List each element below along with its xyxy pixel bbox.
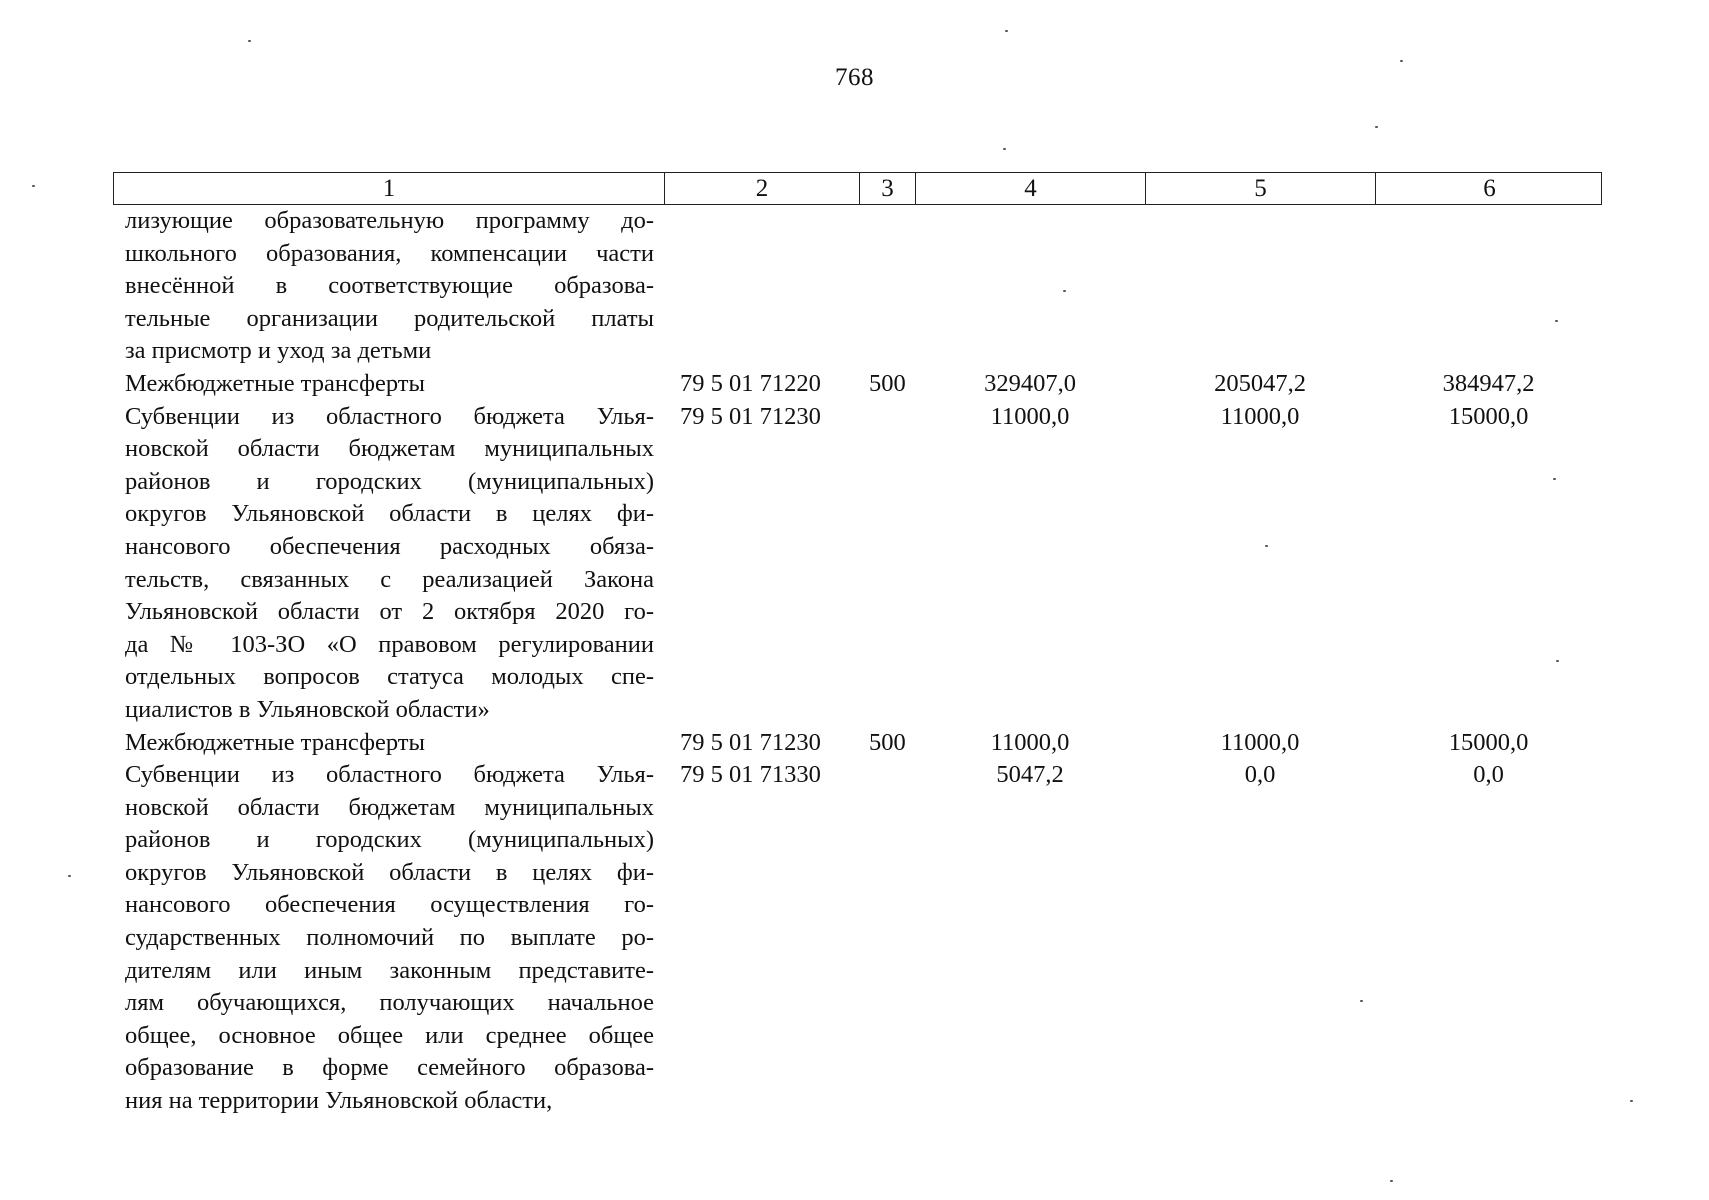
row-value-col4: [915, 205, 1145, 368]
row-name-line: тельные организации родительской платы: [125, 304, 654, 332]
row-code-cell: [664, 205, 859, 368]
table-body: [113, 205, 1602, 1118]
row-value-col6: 0,0: [1473, 761, 1504, 789]
row-name-line: новской области бюджетам муниципальных: [125, 793, 654, 821]
row-name-cell: [113, 401, 664, 727]
column-number-header: [113, 172, 1602, 205]
row-name-line: тельств, связанных с реализацией Закона: [125, 565, 654, 593]
row-value-col5: 11000,0: [1220, 402, 1300, 430]
row-name-line: да № 103-ЗО «О правовом регулировании: [125, 630, 654, 658]
row-name-line: лям обучающихся, получающих начальное: [125, 989, 654, 1017]
row-value-col4: 5047,2: [996, 761, 1064, 789]
row-code-cell: 79 5 01 71220: [680, 369, 821, 397]
row-value-col5: 11000,0: [1220, 728, 1300, 756]
scan-speck: [1063, 290, 1066, 292]
scan-speck: [1005, 30, 1008, 32]
row-code-cell: 79 5 01 71330: [680, 761, 821, 789]
row-value-col6: 15000,0: [1448, 728, 1529, 756]
row-name-line: дителям или иным законным представите-: [125, 956, 654, 984]
row-code-cell: 79 5 01 71230: [680, 402, 821, 430]
row-name-cell: [113, 759, 664, 1118]
scan-speck: [248, 40, 251, 42]
row-code-cell: 79 5 01 71230: [680, 728, 821, 756]
row-name-line: новской области бюджетам муниципальных: [125, 435, 654, 463]
scan-speck: [1360, 1000, 1363, 1002]
row-vr-cell: [859, 205, 915, 368]
column-header-4: 4: [916, 173, 1146, 204]
row-value-col5: 205047,2: [1214, 369, 1306, 397]
scan-speck: [1630, 1100, 1633, 1102]
row-name-line: Ульяновской области от 2 октября 2020 го-: [125, 598, 654, 626]
row-name-line: ния на территории Ульяновской области,: [125, 1087, 553, 1115]
row-value-col4: 11000,0: [990, 728, 1070, 756]
column-header-2: 2: [665, 173, 860, 204]
scan-speck: [1400, 60, 1403, 62]
row-vr-cell: 500: [869, 728, 906, 756]
row-name-line: районов и городских (муниципальных): [125, 467, 654, 495]
scan-speck: [1003, 148, 1006, 150]
row-name-line: циалистов в Ульяновской области»: [125, 695, 490, 723]
row-name-line: Субвенции из областного бюджета Улья-: [125, 402, 654, 430]
row-vr-cell: [859, 401, 915, 727]
row-name-cell: [113, 205, 664, 368]
row-value-col6: 15000,0: [1448, 402, 1529, 430]
row-value-col5: 0,0: [1244, 761, 1276, 789]
row-value-col5: [1145, 205, 1375, 368]
row-name-line: Межбюджетные трансферты: [125, 728, 425, 756]
row-name-line: лизующие образовательную программу до-: [125, 207, 654, 234]
budget-table: [113, 172, 1602, 1118]
scan-speck: [32, 185, 35, 187]
row-name-line: округов Ульяновской области в целях фи-: [125, 500, 654, 528]
row-name-line: районов и городских (муниципальных): [125, 826, 654, 854]
row-vr-cell: [859, 759, 915, 1118]
scan-speck: [1265, 545, 1268, 547]
scan-speck: [1375, 126, 1378, 128]
row-name-line: нансового обеспечения осуществления го-: [125, 891, 654, 919]
row-name-line: округов Ульяновской области в целях фи-: [125, 858, 654, 886]
column-header-1: 1: [114, 173, 665, 204]
row-name-line: образование в форме семейного образова-: [125, 1054, 654, 1082]
row-name-line: Межбюджетные трансферты: [125, 369, 425, 397]
row-name-line: нансового обеспечения расходных обяза-: [125, 532, 654, 560]
row-name-line: школьного образования, компенсации части: [125, 239, 654, 267]
row-name-line: внесённой в соответствующие образова-: [125, 272, 654, 300]
row-name-line: сударственных полномочий по выплате ро-: [125, 924, 654, 952]
scan-speck: [1553, 478, 1556, 480]
row-name-line: Субвенции из областного бюджета Улья-: [125, 761, 654, 789]
scan-speck: [68, 875, 71, 877]
row-value-col6: [1375, 205, 1602, 368]
row-name-cell: [113, 368, 664, 401]
row-name-line: за присмотр и уход за детьми: [125, 337, 432, 365]
row-name-line: отдельных вопросов статуса молодых спе-: [125, 663, 654, 691]
row-value-col4: 329407,0: [984, 369, 1076, 397]
column-header-6: 6: [1483, 175, 1496, 202]
row-value-col6: 384947,2: [1442, 369, 1535, 397]
scan-speck: [1556, 660, 1559, 662]
row-name-cell: [113, 727, 664, 760]
column-header-5: 5: [1146, 173, 1376, 204]
row-vr-cell: 500: [869, 369, 906, 397]
row-name-line: общее, основное общее или среднее общее: [125, 1021, 654, 1049]
scan-speck: [1390, 1180, 1393, 1182]
page-number: 768: [835, 64, 874, 91]
row-value-col4: 11000,0: [990, 402, 1070, 430]
scan-speck: [1555, 320, 1558, 322]
column-header-3: 3: [860, 173, 916, 204]
